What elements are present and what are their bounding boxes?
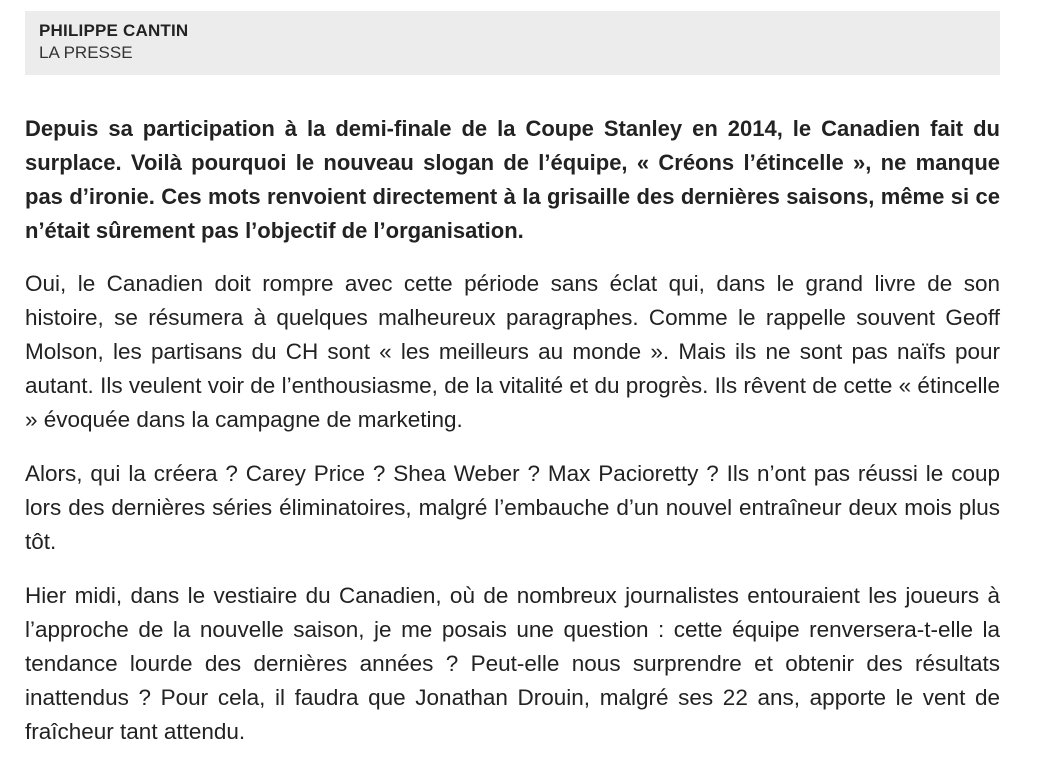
article-paragraph: Oui, le Canadien doit rompre avec cette période sans éclat qui, dans le grand livre de son histoire, se résumera à quelques malheureux paragraphes. Comme le rappelle souvent Geoff Molson, les partisans du CH sont « les meilleurs au monde ». Mais ils ne sont pas naïfs pour autant. Ils veulent voir de l’enthousiasme, de la vitalité et du progrès. Ils rêvent de cette « étincelle » évoquée dans la campagne de marketing. — [25, 271, 1000, 432]
author-name: PHILIPPE CANTIN — [39, 21, 189, 40]
publication-name: LA PRESSE — [39, 43, 133, 62]
byline-box — [25, 11, 1000, 75]
article-body — [25, 112, 1000, 769]
article-lead: Depuis sa participation à la demi-finale de la Coupe Stanley en 2014, le Canadien fait du surplace. Voilà pourquoi le nouveau slogan de l’équipe, « Créons l’étincelle », ne manque pas d’ironie. Ces mots renvoient directement à la grisaille des dernières saisons, même si ce n’était sûrement pas l’objectif de l’organisation. — [25, 116, 1000, 243]
article-paragraph: Alors, qui la créera ? Carey Price ? Shea Weber ? Max Pacioretty ? Ils n’ont pas réussi le coup lors des dernières séries éliminatoires, malgré l’embauche d’un nouvel entraîneur deux mois plus tôt. — [25, 461, 1000, 554]
article-paragraph: Hier midi, dans le vestiaire du Canadien, où de nombreux journalistes entouraient les joueurs à l’approche de la nouvelle saison, je me posais une question : cette équipe renversera-t-elle la tendance lourde des dernières années ? Peut-elle nous surprendre et obtenir des résultats inattendus ? Pour cela, il faudra que Jonathan Drouin, malgré ses 22 ans, apporte le vent de fraîcheur tant attendu. — [25, 583, 1000, 744]
